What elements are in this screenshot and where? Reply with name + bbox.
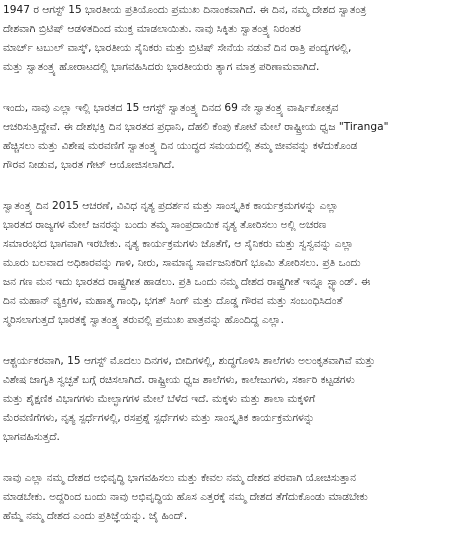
- text-line: ಭಾರತದ ರಾಜ್ಯಗಳ ಮೇಲೆ ಜನರನ್ನು ಬಂದು ತಮ್ಮ ಸಾಂಪ್ರದಾಯಿಕ ನೃತ್ಯ ತೋರಿಸಲು ಅಲ್ಲಿ ಅಚರಣ: [3, 219, 327, 231]
- text-line: ಜನ ಗಣ ಮನ ಇದು ಭಾರತದ ರಾಷ್ಟ್ರಗೀತ ಹಾಡಲು. ಪ್ರತಿ ಒಂದು ನಮ್ಮ ದೇಶದ ರಾಷ್ಟ್ರಗೀತೆ ಇನ್ನೂ ಸ್ಟ್ಯಾಂಡ್. ಈ: [3, 276, 371, 288]
- paragraph-4: [3, 352, 466, 447]
- paragraph-2: [3, 99, 466, 175]
- text-line: ಆಶ್ಚರ್ಯಕರವಾಗಿ, 15 ಆಗಸ್ಟ್ ಮೊದಲು ದಿನಗಳ, ಬೀದಿಗಳಲ್ಲಿ, ಶುದ್ಧಗೊಳಿಸಿ ಶಾಲೆಗಳು ಅಲಂಕೃತವಾಗಿವೆ ಮತ್ತು: [3, 355, 376, 367]
- text-line: ಮೆರವಣಿಗೆಗಳು, ನೃತ್ಯ ಸ್ಪರ್ಧೆಗಳಲ್ಲಿ, ರಸಪ್ರಶ್ನೆ ಸ್ಪರ್ಧೆಗಳು ಮತ್ತು ಸಾಂಸ್ಕೃತಿಕ ಕಾರ್ಯಕ್ರಮಗಳನ್ನು: [3, 412, 315, 424]
- text-line: ಹೆಚ್ಚಿಸಲು ಮತ್ತು ವಿಶೇಷ ಮರವಣಿಗೆ ಸ್ವಾತಂತ್ರ್ಯ ದಿನ ಯುದ್ಧದ ಸಮಯದಲ್ಲಿ ತಮ್ಮ ಜೀವವನ್ನು ಕಳೆದುಕೊಂಡ: [3, 140, 358, 152]
- text-line: ಮಾಡಬೇಕು. ಅದ್ದರಿಂದ ಬಂದು ನಾವು ಅಭಿವೃದ್ಧಿಯ ಹೊಸ ಎತ್ತರಕ್ಕೆ ನಮ್ಮ ದೇಶದ ತೆಗೆದುಕೊಂಡು ಮಾಡಬೇಕು: [3, 491, 368, 503]
- text-line: ಗೌರವ ನೀಡುವ, ಭಾರತ ಗೇಟ್ ಆಯೋಜಿಸಲಾಗಿದೆ.: [3, 159, 175, 171]
- paragraph-1: [3, 1, 466, 77]
- text-line: ಮತ್ತು ಸ್ವಾತಂತ್ರ್ಯ ಹೋರಾಟದಲ್ಲಿ ಭಾಗವಹಿಸಿದರು ಭಾರತೀಯರು ತ್ಯಾಗ ಮಾತ್ರ ಪರಿಣಾಮವಾಗಿದೆ.: [3, 61, 320, 73]
- text-line: ಆಚರಿಸುತ್ತಿದ್ದೇವೆ. ಈ ದೇಶಭಕ್ತಿ ದಿನ ಭಾರತದ ಪ್ರಧಾನಿ, ದೆಹಲಿ ಕೆಂಪು ಕೋಟೆ ಮೇಲೆ ರಾಷ್ಟ್ರೀಯ ಧ್ವಜ "Tiranga": [3, 121, 389, 133]
- text-line: ಸಮಾರಂಭದ ಭಾಗವಾಗಿ ಇರಬೇಕು. ನೃತ್ಯ ಕಾರ್ಯಕ್ರಮಗಳು ಜೊತೆಗೆ, ಆ ಸೈನಿಕರು ಮತ್ತು ಸ್ವಸ್ವವನ್ನು ಎಲ್ಲಾ: [3, 238, 354, 250]
- paragraph-3: [3, 197, 466, 330]
- text-line: ಹೆಮ್ಮೆ ನಮ್ಮ ದೇಶದ ಎಂದು ಪ್ರತಿಜ್ಞೆಯನ್ನು. ಜೈ ಹಿಂದ್.: [3, 510, 188, 522]
- text-line: ದಿನ ಮಹಾನ್ ವ್ಯಕ್ತಿಗಳ, ಮಹಾತ್ಮ ಗಾಂಧಿ, ಭಗತ್ ಸಿಂಗ್ ಮತ್ತು ದೊಡ್ಡ ಗೌರವ ಮತ್ತು ಸಂಬಂಧಿಸಿದಂತೆ: [3, 295, 343, 307]
- text-line: 1947 ರ ಆಗಸ್ಟ್ 15 ಭಾರತೀಯ ಪ್ರತಿಯೊಂದು ಪ್ರಮುಖ ದಿನಾಂಕವಾಗಿದೆ. ಈ ದಿನ, ನಮ್ಮ ದೇಶದ ಸ್ವಾತಂತ್ರ: [3, 4, 367, 16]
- text-line: ಸ್ಮರಿಸಲಾಗುತ್ತದೆ ಭಾರತಕ್ಕೆ ಸ್ವಾತಂತ್ರ್ಯ ತರುವಲ್ಲಿ ಪ್ರಮುಖ ಪಾತ್ರವನ್ನು ಹೊಂದಿದ್ದ ಎಲ್ಲಾ.: [3, 314, 285, 326]
- text-line: ಮಾರ್ಚ್ ಟಬುಲ್ ವಾಸ್ಕ್, ಭಾರತೀಯ ಸೈನಿಕರು ಮತ್ತು ಬ್ರಿಟಿಷ್ ಸೇನೆಯ ನಡುವೆ ದಿನ ರಾತ್ರಿ ಪಂದ್ಯಗಳಲ್ಲಿ,: [3, 42, 352, 54]
- text-line: ಸ್ವಾತಂತ್ರ್ಯ ದಿನ 2015 ಆಚರಣೆ, ವಿವಿಧ ನೃತ್ಯ ಪ್ರದರ್ಶನ ಮತ್ತು ಸಾಂಸ್ಕೃತಿಕ ಕಾರ್ಯಕ್ರಮಗಳನ್ನು ಎಲ್ಲಾ: [3, 200, 339, 212]
- text-line: ಇಂದು, ನಾವು ಎಲ್ಲಾ ಇಲ್ಲಿ ಭಾರತದ 15 ಆಗಸ್ಟ್ ಸ್ವಾತಂತ್ರ್ಯ ದಿನದ 69 ನೇ ಸ್ವಾತಂತ್ರ್ಯ ವಾರ್ಷಿಕೋತ್ಸವ: [3, 102, 339, 114]
- text-line: ಮೂರು ಬಲವಾದ ಅಧಿಕಾರವನ್ನು ಗಾಳಿ, ನೀರು, ಸಾಮಾನ್ಯ ಸಾರ್ವಜನಿಕರಿಗೆ ಭೂಮಿ ತೋರಿಸಲು. ಪ್ರತಿ ಒಂದು: [3, 257, 361, 269]
- text-line: ನಾವು ಎಲ್ಲಾ ನಮ್ಮ ದೇಶದ ಅಭಿವೃದ್ಧಿ ಭಾಗವಹಿಸಲು ಮತ್ತು ಕೇವಲ ನಮ್ಮ ದೇಶದ ಪರವಾಗಿ ಯೋಚಿಸುತ್ತಾನ: [3, 472, 357, 484]
- text-line: ವಿಶೇಷ ಜಾಗೃತಿ ಸ್ವಚ್ಛತೆ ಬಗ್ಗೆ ರಚಿಸಲಾಗಿದೆ. ರಾಷ್ಟ್ರೀಯ ಧ್ವಜ ಶಾಲೆಗಳು, ಕಾಲೇಜುಗಳು, ಸರ್ಕಾರಿ ಕಟ್ಟಡಗಳು: [3, 374, 355, 386]
- text-line: ಮತ್ತು ಶೈಕ್ಷಣಿಕ ವಿಭಾಗಗಳು ಮೇಲ್ಛಾಗಗಳ ಮೇಲೆ ಬೆಳೆದ ಇದೆ. ಮಕ್ಕಳು ಮತ್ತು ಶಾಲಾ ಮಕ್ಕಳಿಗೆ: [3, 393, 316, 405]
- text-line: ಭಾಗವಹಿಸುತ್ತದೆ.: [3, 431, 60, 443]
- text-line: ದೇಶವಾಗಿ ಬ್ರಿಟಿಷ್ ಆಡಳಿತದಿಂದ ಮುಕ್ತ ಮಾಡಲಾಯಿತು. ನಾವು ಸಿಕ್ಕಿತು ಸ್ವಾತಂತ್ರ್ಯ ನಿರಂತರ: [3, 23, 301, 35]
- paragraph-5: [3, 469, 466, 526]
